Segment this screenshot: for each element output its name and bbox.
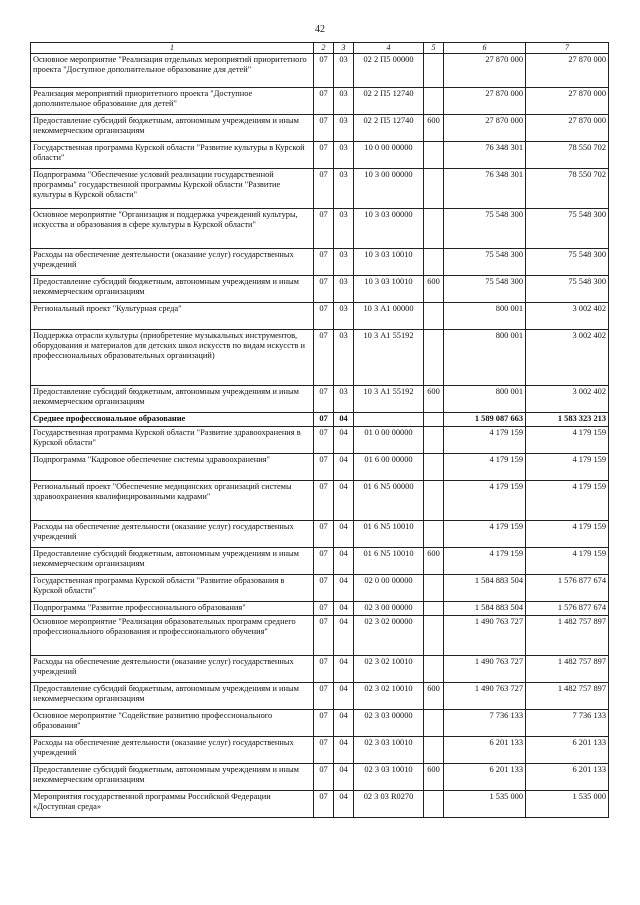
header-col-4: 4	[354, 43, 424, 54]
row-expense-type	[424, 480, 444, 520]
row-expense-type: 600	[424, 682, 444, 709]
row-subsection: 04	[334, 413, 354, 427]
row-subsection: 03	[334, 303, 354, 330]
row-target-code: 01 6 N5 10010	[354, 547, 424, 574]
row-expense-type	[424, 655, 444, 682]
row-section: 07	[314, 142, 334, 169]
row-name: Реализация мероприятий приоритетного проекта "Доступное дополнительное образование для детей"	[31, 88, 314, 115]
row-amount-year-1: 1 490 763 727	[444, 615, 526, 655]
row-amount-year-2: 4 179 159	[526, 480, 609, 520]
row-subsection: 04	[334, 682, 354, 709]
table-row	[31, 736, 609, 763]
row-target-code: 01 6 N5 00000	[354, 480, 424, 520]
row-amount-year-1: 800 001	[444, 386, 526, 413]
row-expense-type	[424, 249, 444, 276]
row-amount-year-2: 7 736 133	[526, 709, 609, 736]
row-name: Расходы на обеспечение деятельности (оказание услуг) государственных учреждений	[31, 520, 314, 547]
row-subsection: 03	[334, 169, 354, 209]
row-target-code: 02 3 02 10010	[354, 682, 424, 709]
row-subsection: 04	[334, 574, 354, 601]
table-row	[31, 169, 609, 209]
row-expense-type: 600	[424, 547, 444, 574]
row-subsection: 03	[334, 249, 354, 276]
row-amount-year-2: 4 179 159	[526, 426, 609, 453]
row-section: 07	[314, 303, 334, 330]
row-expense-type: 600	[424, 763, 444, 790]
row-amount-year-2: 75 548 300	[526, 249, 609, 276]
row-section: 07	[314, 386, 334, 413]
row-expense-type	[424, 209, 444, 249]
row-name: Мероприятия государственной программы Российской Федерации «Доступная среда»	[31, 790, 314, 817]
table-row	[31, 413, 609, 427]
row-name: Основное мероприятие "Реализация отдельных мероприятий приоритетного проекта "Доступное дополнительное образование для детей"	[31, 54, 314, 88]
row-name: Предоставление субсидий бюджетным, автономным учреждениям и иным некоммерческим организациям	[31, 115, 314, 142]
row-name: Основное мероприятие "Организация и поддержка учреждений культуры, искусства и образования в сфере культуры в Курской области"	[31, 209, 314, 249]
row-expense-type	[424, 142, 444, 169]
row-expense-type: 600	[424, 276, 444, 303]
row-subsection: 04	[334, 763, 354, 790]
table-row	[31, 303, 609, 330]
row-target-code: 02 3 03 R0270	[354, 790, 424, 817]
row-amount-year-1: 1 584 883 504	[444, 601, 526, 615]
header-row	[31, 43, 609, 54]
row-subsection: 03	[334, 330, 354, 386]
row-subsection: 04	[334, 453, 354, 480]
row-section: 07	[314, 88, 334, 115]
table-row	[31, 115, 609, 142]
row-amount-year-1: 7 736 133	[444, 709, 526, 736]
header-col-3: 3	[334, 43, 354, 54]
header-col-2: 2	[314, 43, 334, 54]
row-amount-year-2: 27 870 000	[526, 54, 609, 88]
row-subsection: 03	[334, 386, 354, 413]
row-section: 07	[314, 209, 334, 249]
row-amount-year-1: 6 201 133	[444, 736, 526, 763]
row-expense-type	[424, 601, 444, 615]
row-subsection: 04	[334, 601, 354, 615]
row-target-code: 02 0 00 00000	[354, 574, 424, 601]
row-amount-year-2: 1 576 877 674	[526, 574, 609, 601]
row-section: 07	[314, 790, 334, 817]
row-subsection: 03	[334, 209, 354, 249]
row-amount-year-2: 1 482 757 897	[526, 615, 609, 655]
row-section: 07	[314, 763, 334, 790]
row-amount-year-1: 4 179 159	[444, 480, 526, 520]
row-section: 07	[314, 615, 334, 655]
row-name: Предоставление субсидий бюджетным, автономным учреждениям и иным некоммерческим организациям	[31, 386, 314, 413]
table-row	[31, 574, 609, 601]
row-expense-type	[424, 574, 444, 601]
row-amount-year-1: 4 179 159	[444, 547, 526, 574]
header-col-1: 1	[31, 43, 314, 54]
row-amount-year-1: 1 490 763 727	[444, 655, 526, 682]
row-target-code: 02 3 03 10010	[354, 736, 424, 763]
row-section: 07	[314, 736, 334, 763]
row-name: Основное мероприятие "Реализация образовательных программ среднего профессионального образования и профессионального обучения"	[31, 615, 314, 655]
row-name: Расходы на обеспечение деятельности (оказание услуг) государственных учреждений	[31, 249, 314, 276]
row-amount-year-2: 75 548 300	[526, 276, 609, 303]
row-name: Расходы на обеспечение деятельности (оказание услуг) государственных учреждений	[31, 655, 314, 682]
header-col-5: 5	[424, 43, 444, 54]
row-target-code: 01 6 00 00000	[354, 453, 424, 480]
row-name: Государственная программа Курской области "Развитие культуры в Курской области"	[31, 142, 314, 169]
row-name: Основное мероприятие "Содействие развитию профессионального образования"	[31, 709, 314, 736]
row-section: 07	[314, 169, 334, 209]
row-amount-year-1: 75 548 300	[444, 249, 526, 276]
row-subsection: 04	[334, 655, 354, 682]
row-target-code: 10 3 03 10010	[354, 276, 424, 303]
row-amount-year-1: 4 179 159	[444, 453, 526, 480]
row-name: Предоставление субсидий бюджетным, автономным учреждениям и иным некоммерческим организациям	[31, 547, 314, 574]
row-expense-type	[424, 615, 444, 655]
table-row	[31, 330, 609, 386]
row-section: 07	[314, 682, 334, 709]
table-row	[31, 142, 609, 169]
row-target-code: 10 3 00 00000	[354, 169, 424, 209]
budget-table	[30, 42, 609, 818]
row-target-code: 02 2 П5 00000	[354, 54, 424, 88]
header-col-6: 6	[444, 43, 526, 54]
row-amount-year-2: 75 548 300	[526, 209, 609, 249]
table-row	[31, 520, 609, 547]
row-name: Поддержка отрасли культуры (приобретение музыкальных инструментов, оборудования и материалов для детских школ искусств по видам искусств и профессиональных образовательных организаций)	[31, 330, 314, 386]
row-expense-type: 600	[424, 386, 444, 413]
row-amount-year-2: 1 576 877 674	[526, 601, 609, 615]
row-section: 07	[314, 601, 334, 615]
row-amount-year-1: 1 589 087 663	[444, 413, 526, 427]
row-amount-year-2: 78 550 702	[526, 169, 609, 209]
row-target-code: 10 3 А1 00000	[354, 303, 424, 330]
row-amount-year-1: 4 179 159	[444, 426, 526, 453]
row-section: 07	[314, 330, 334, 386]
table-row	[31, 790, 609, 817]
row-name: Предоставление субсидий бюджетным, автономным учреждениям и иным некоммерческим организациям	[31, 276, 314, 303]
row-section: 07	[314, 453, 334, 480]
row-amount-year-1: 27 870 000	[444, 54, 526, 88]
row-amount-year-2: 4 179 159	[526, 520, 609, 547]
row-amount-year-1: 76 348 301	[444, 169, 526, 209]
row-amount-year-1: 1 490 763 727	[444, 682, 526, 709]
row-expense-type	[424, 709, 444, 736]
row-target-code: 02 3 02 00000	[354, 615, 424, 655]
row-section: 07	[314, 480, 334, 520]
row-section: 07	[314, 426, 334, 453]
row-amount-year-1: 76 348 301	[444, 142, 526, 169]
row-target-code: 02 3 03 10010	[354, 763, 424, 790]
table-row	[31, 276, 609, 303]
table-row	[31, 615, 609, 655]
row-name: Подпрограмма "Обеспечение условий реализации государственной программы" государственной программы Курской области "Развитие культуры в Курской области"	[31, 169, 314, 209]
row-amount-year-1: 1 535 000	[444, 790, 526, 817]
row-section: 07	[314, 547, 334, 574]
row-subsection: 03	[334, 142, 354, 169]
row-amount-year-2: 1 535 000	[526, 790, 609, 817]
table-row	[31, 763, 609, 790]
row-name: Государственная программа Курской области "Развитие образования в Курской области"	[31, 574, 314, 601]
row-name: Региональный проект "Обеспечение медицинских организаций системы здравоохранения квалифицированными кадрами"	[31, 480, 314, 520]
row-section: 07	[314, 276, 334, 303]
row-section: 07	[314, 574, 334, 601]
row-target-code: 10 3 03 10010	[354, 249, 424, 276]
row-target-code: 02 2 П5 12740	[354, 88, 424, 115]
row-section: 07	[314, 520, 334, 547]
row-expense-type: 600	[424, 115, 444, 142]
page-number: 42	[315, 24, 325, 35]
row-name: Расходы на обеспечение деятельности (оказание услуг) государственных учреждений	[31, 736, 314, 763]
header-col-7: 7	[526, 43, 609, 54]
table-row	[31, 601, 609, 615]
row-amount-year-2: 4 179 159	[526, 547, 609, 574]
row-section: 07	[314, 115, 334, 142]
table-row	[31, 249, 609, 276]
table-row	[31, 682, 609, 709]
row-amount-year-2: 4 179 159	[526, 453, 609, 480]
row-section: 07	[314, 54, 334, 88]
row-amount-year-2: 3 002 402	[526, 386, 609, 413]
row-section: 07	[314, 413, 334, 427]
row-amount-year-1: 1 584 883 504	[444, 574, 526, 601]
row-expense-type	[424, 88, 444, 115]
row-subsection: 04	[334, 547, 354, 574]
row-subsection: 03	[334, 276, 354, 303]
row-target-code: 02 2 П5 12740	[354, 115, 424, 142]
row-expense-type	[424, 426, 444, 453]
row-amount-year-2: 27 870 000	[526, 115, 609, 142]
row-target-code: 02 3 02 10010	[354, 655, 424, 682]
row-subsection: 04	[334, 480, 354, 520]
row-name: Государственная программа Курской области "Развитие здравоохранения в Курской области"	[31, 426, 314, 453]
row-name: Предоставление субсидий бюджетным, автономным учреждениям и иным некоммерческим организациям	[31, 682, 314, 709]
row-target-code: 02 3 00 00000	[354, 601, 424, 615]
row-target-code: 10 3 А1 55192	[354, 330, 424, 386]
row-subsection: 04	[334, 520, 354, 547]
table-row	[31, 426, 609, 453]
row-amount-year-2: 78 550 702	[526, 142, 609, 169]
row-name: Региональный проект "Культурная среда"	[31, 303, 314, 330]
table-row	[31, 209, 609, 249]
row-subsection: 04	[334, 736, 354, 763]
row-target-code	[354, 413, 424, 427]
row-expense-type	[424, 453, 444, 480]
row-expense-type	[424, 54, 444, 88]
table-row	[31, 547, 609, 574]
row-expense-type	[424, 303, 444, 330]
row-amount-year-1: 800 001	[444, 303, 526, 330]
row-amount-year-1: 800 001	[444, 330, 526, 386]
row-target-code: 10 0 00 00000	[354, 142, 424, 169]
row-name: Подпрограмма "Кадровое обеспечение системы здравоохранения"	[31, 453, 314, 480]
row-expense-type	[424, 413, 444, 427]
row-target-code: 10 3 А1 55192	[354, 386, 424, 413]
row-subsection: 03	[334, 54, 354, 88]
row-amount-year-2: 1 583 323 213	[526, 413, 609, 427]
row-target-code: 01 0 00 00000	[354, 426, 424, 453]
row-subsection: 03	[334, 115, 354, 142]
row-amount-year-2: 3 002 402	[526, 330, 609, 386]
table-row	[31, 709, 609, 736]
row-target-code: 10 3 03 00000	[354, 209, 424, 249]
row-subsection: 04	[334, 790, 354, 817]
row-expense-type	[424, 330, 444, 386]
row-target-code: 02 3 03 00000	[354, 709, 424, 736]
row-section: 07	[314, 709, 334, 736]
row-amount-year-1: 27 870 000	[444, 88, 526, 115]
row-amount-year-1: 75 548 300	[444, 276, 526, 303]
row-amount-year-2: 3 002 402	[526, 303, 609, 330]
row-amount-year-1: 75 548 300	[444, 209, 526, 249]
row-amount-year-2: 6 201 133	[526, 736, 609, 763]
row-target-code: 01 6 N5 10010	[354, 520, 424, 547]
table-row	[31, 480, 609, 520]
row-subsection: 04	[334, 426, 354, 453]
row-expense-type	[424, 736, 444, 763]
table-row	[31, 386, 609, 413]
row-subsection: 04	[334, 709, 354, 736]
row-subsection: 03	[334, 88, 354, 115]
row-section: 07	[314, 655, 334, 682]
row-amount-year-1: 4 179 159	[444, 520, 526, 547]
table-row	[31, 88, 609, 115]
row-amount-year-2: 1 482 757 897	[526, 655, 609, 682]
row-subsection: 04	[334, 615, 354, 655]
row-expense-type	[424, 790, 444, 817]
table-row	[31, 453, 609, 480]
table-row	[31, 54, 609, 88]
row-name: Подпрограмма "Развитие профессионального образования"	[31, 601, 314, 615]
row-expense-type	[424, 520, 444, 547]
row-amount-year-1: 27 870 000	[444, 115, 526, 142]
row-name: Среднее профессиональное образование	[31, 413, 314, 427]
row-amount-year-2: 1 482 757 897	[526, 682, 609, 709]
row-expense-type	[424, 169, 444, 209]
row-section: 07	[314, 249, 334, 276]
row-name: Предоставление субсидий бюджетным, автономным учреждениям и иным некоммерческим организациям	[31, 763, 314, 790]
row-amount-year-2: 27 870 000	[526, 88, 609, 115]
row-amount-year-1: 6 201 133	[444, 763, 526, 790]
table-row	[31, 655, 609, 682]
row-amount-year-2: 6 201 133	[526, 763, 609, 790]
